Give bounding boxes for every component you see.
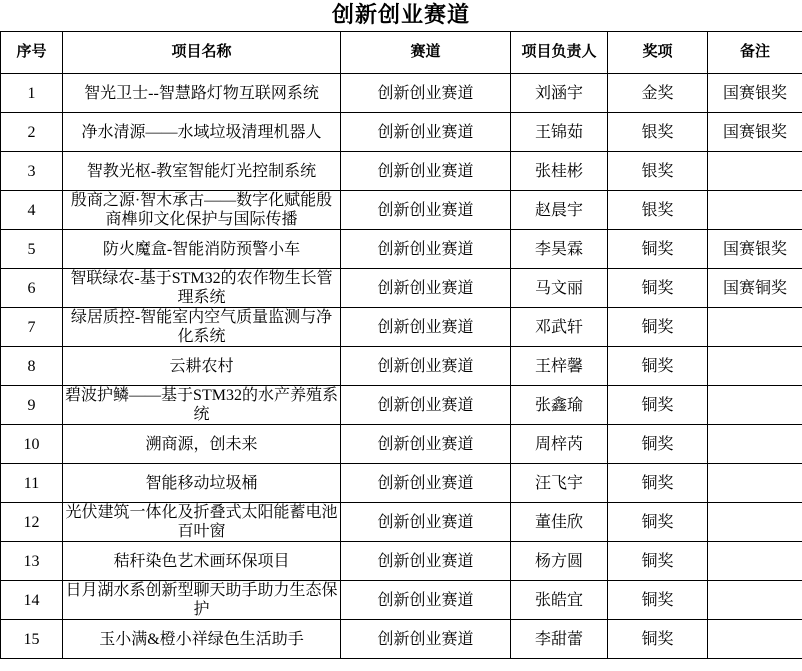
cell-note xyxy=(708,308,802,347)
column-header-leader: 项目负责人 xyxy=(511,32,608,74)
table-body xyxy=(1,74,802,659)
cell-name: 光伏建筑一体化及折叠式太阳能蓄电池百叶窗 xyxy=(63,503,341,542)
cell-no: 5 xyxy=(1,230,63,269)
cell-award: 铜奖 xyxy=(608,542,708,581)
table-row xyxy=(1,191,802,230)
cell-name: 智能移动垃圾桶 xyxy=(63,464,341,503)
column-header-no: 序号 xyxy=(1,32,63,74)
award-table xyxy=(0,31,802,659)
cell-award: 铜奖 xyxy=(608,347,708,386)
table-row xyxy=(1,308,802,347)
cell-no: 10 xyxy=(1,425,63,464)
cell-note xyxy=(708,425,802,464)
table-row xyxy=(1,464,802,503)
table-row xyxy=(1,347,802,386)
cell-name: 绿居质控-智能室内空气质量监测与净化系统 xyxy=(63,308,341,347)
cell-no: 9 xyxy=(1,386,63,425)
cell-award: 铜奖 xyxy=(608,620,708,659)
cell-name: 防火魔盒-智能消防预警小车 xyxy=(63,230,341,269)
column-header-name: 项目名称 xyxy=(63,32,341,74)
cell-no: 14 xyxy=(1,581,63,620)
cell-leader: 杨方圆 xyxy=(511,542,608,581)
cell-note: 国赛银奖 xyxy=(708,230,802,269)
cell-leader: 刘涵宇 xyxy=(511,74,608,113)
table-row xyxy=(1,581,802,620)
cell-track: 创新创业赛道 xyxy=(341,308,511,347)
cell-track: 创新创业赛道 xyxy=(341,425,511,464)
cell-no: 1 xyxy=(1,74,63,113)
cell-note xyxy=(708,386,802,425)
cell-no: 15 xyxy=(1,620,63,659)
cell-name: 智光卫士--智慧路灯物互联网系统 xyxy=(63,74,341,113)
cell-award: 银奖 xyxy=(608,152,708,191)
cell-award: 铜奖 xyxy=(608,269,708,308)
cell-name: 殷商之源·智木承古——数字化赋能殷商榫卯文化保护与国际传播 xyxy=(63,191,341,230)
cell-leader: 王梓馨 xyxy=(511,347,608,386)
cell-note xyxy=(708,464,802,503)
cell-note xyxy=(708,542,802,581)
cell-award: 铜奖 xyxy=(608,230,708,269)
cell-no: 3 xyxy=(1,152,63,191)
cell-name: 云耕农村 xyxy=(63,347,341,386)
cell-leader: 张桂彬 xyxy=(511,152,608,191)
table-row xyxy=(1,620,802,659)
cell-no: 7 xyxy=(1,308,63,347)
table-row xyxy=(1,152,802,191)
cell-note: 国赛银奖 xyxy=(708,74,802,113)
cell-note: 国赛铜奖 xyxy=(708,269,802,308)
cell-note xyxy=(708,347,802,386)
cell-leader: 王锦茹 xyxy=(511,113,608,152)
cell-no: 8 xyxy=(1,347,63,386)
cell-track: 创新创业赛道 xyxy=(341,581,511,620)
cell-track: 创新创业赛道 xyxy=(341,191,511,230)
cell-leader: 马文丽 xyxy=(511,269,608,308)
page-title: 创新创业赛道 xyxy=(331,2,470,27)
table-row xyxy=(1,425,802,464)
cell-no: 6 xyxy=(1,269,63,308)
cell-award: 铜奖 xyxy=(608,464,708,503)
cell-track: 创新创业赛道 xyxy=(341,152,511,191)
cell-track: 创新创业赛道 xyxy=(341,503,511,542)
cell-note xyxy=(708,581,802,620)
cell-award: 铜奖 xyxy=(608,503,708,542)
cell-no: 11 xyxy=(1,464,63,503)
table-row xyxy=(1,230,802,269)
cell-name: 日月湖水系创新型聊天助手助力生态保护 xyxy=(63,581,341,620)
cell-leader: 李昊霖 xyxy=(511,230,608,269)
cell-leader: 赵晨宇 xyxy=(511,191,608,230)
cell-track: 创新创业赛道 xyxy=(341,620,511,659)
cell-name: 智教光枢-教室智能灯光控制系统 xyxy=(63,152,341,191)
cell-name: 碧波护鳞——基于STM32的水产养殖系统 xyxy=(63,386,341,425)
cell-note xyxy=(708,620,802,659)
cell-award: 银奖 xyxy=(608,191,708,230)
table-row xyxy=(1,113,802,152)
header-row xyxy=(1,32,802,74)
cell-award: 银奖 xyxy=(608,113,708,152)
cell-name: 净水清源——水域垃圾清理机器人 xyxy=(63,113,341,152)
cell-note xyxy=(708,191,802,230)
cell-leader: 李甜蕾 xyxy=(511,620,608,659)
cell-no: 2 xyxy=(1,113,63,152)
table-row xyxy=(1,269,802,308)
column-header-track: 赛道 xyxy=(341,32,511,74)
table-row xyxy=(1,74,802,113)
cell-leader: 董佳欣 xyxy=(511,503,608,542)
cell-note xyxy=(708,503,802,542)
cell-track: 创新创业赛道 xyxy=(341,347,511,386)
cell-leader: 张鑫瑜 xyxy=(511,386,608,425)
cell-award: 铜奖 xyxy=(608,581,708,620)
cell-name: 秸秆染色艺术画环保项目 xyxy=(63,542,341,581)
cell-note: 国赛银奖 xyxy=(708,113,802,152)
table-row xyxy=(1,386,802,425)
cell-award: 金奖 xyxy=(608,74,708,113)
cell-no: 13 xyxy=(1,542,63,581)
cell-note xyxy=(708,152,802,191)
cell-track: 创新创业赛道 xyxy=(341,464,511,503)
table-row xyxy=(1,503,802,542)
cell-leader: 汪飞宇 xyxy=(511,464,608,503)
cell-track: 创新创业赛道 xyxy=(341,74,511,113)
cell-name: 玉小满&橙小祥绿色生活助手 xyxy=(63,620,341,659)
cell-no: 4 xyxy=(1,191,63,230)
column-header-note: 备注 xyxy=(708,32,802,74)
cell-award: 铜奖 xyxy=(608,386,708,425)
column-header-award: 奖项 xyxy=(608,32,708,74)
cell-award: 铜奖 xyxy=(608,308,708,347)
cell-name: 智联绿农-基于STM32的农作物生长管理系统 xyxy=(63,269,341,308)
cell-track: 创新创业赛道 xyxy=(341,269,511,308)
cell-track: 创新创业赛道 xyxy=(341,542,511,581)
cell-track: 创新创业赛道 xyxy=(341,113,511,152)
table-row xyxy=(1,542,802,581)
cell-track: 创新创业赛道 xyxy=(341,230,511,269)
cell-leader: 邓武轩 xyxy=(511,308,608,347)
cell-no: 12 xyxy=(1,503,63,542)
cell-track: 创新创业赛道 xyxy=(341,386,511,425)
cell-award: 铜奖 xyxy=(608,425,708,464)
cell-leader: 张皓宜 xyxy=(511,581,608,620)
cell-name: 溯商源，创未来 xyxy=(63,425,341,464)
cell-leader: 周梓芮 xyxy=(511,425,608,464)
